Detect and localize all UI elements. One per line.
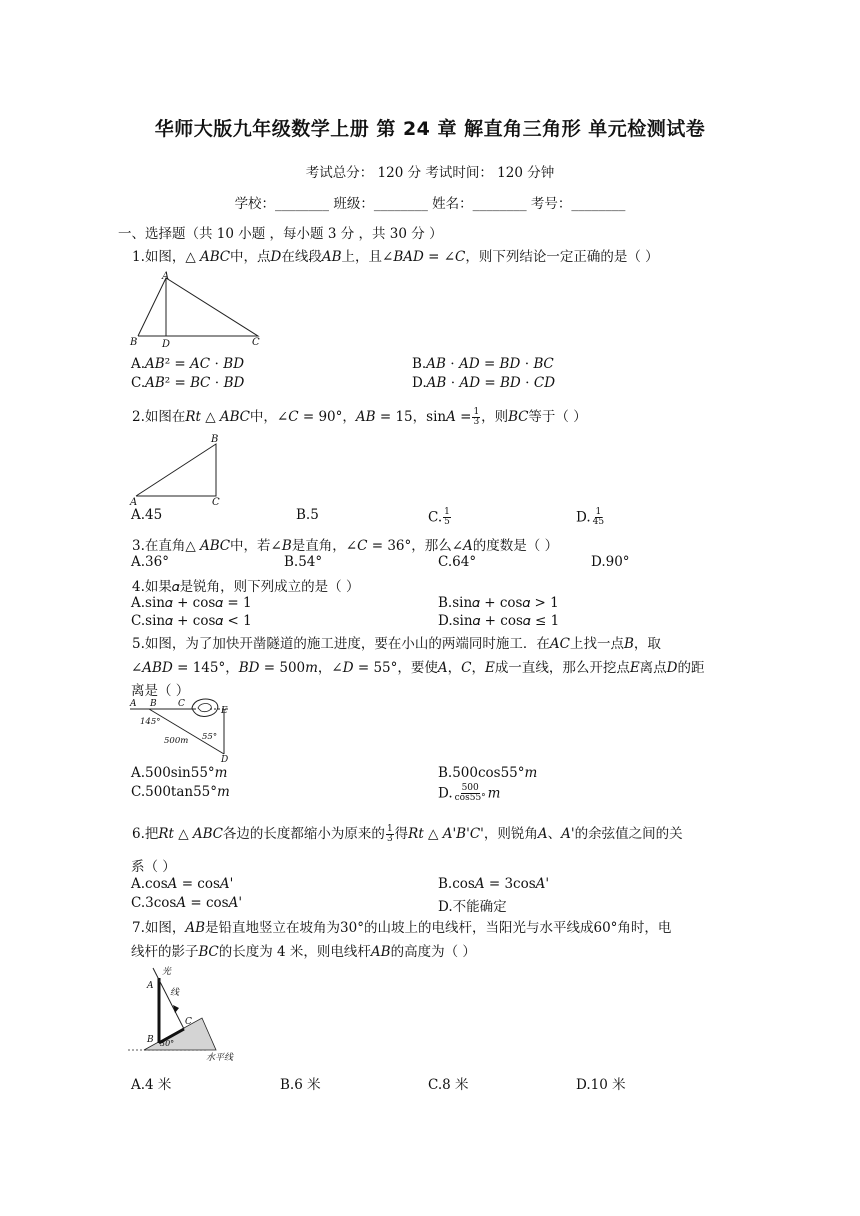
q3-option-a[interactable]: A.36° (131, 554, 169, 570)
q2-label-b: B (211, 434, 219, 445)
q7-option-d[interactable]: D.10 米 (576, 1077, 626, 1093)
q2-stem-fraction (472, 408, 480, 428)
q5-option-d[interactable] (438, 784, 500, 804)
q4-option-a[interactable]: A.sin𝛼 + cos𝛼 = 1 (131, 595, 252, 611)
q6-option-a[interactable]: A.cos𝐴 = cos𝐴' (131, 876, 234, 892)
q2-label-c: C (212, 497, 220, 508)
student-info: 学校：________ 班级：________ 姓名：________ 考号：________ (234, 196, 626, 212)
q2-frac-den: 3 (473, 417, 480, 427)
q5-opt-d-num: 500 (461, 783, 479, 793)
q7-option-c[interactable]: C.8 米 (428, 1077, 469, 1093)
q2-stem-part1: 2.如图在𝑅𝑡 △ 𝐴𝐵𝐶中，∠𝐶 = 90°，𝐴𝐵 = 15，sin𝐴 = (132, 409, 472, 425)
q5-option-b[interactable]: B.500cos55°𝑚 (438, 765, 538, 781)
q5-label-55deg: 55° (202, 732, 218, 742)
q7-option-a[interactable]: A.4 米 (131, 1077, 172, 1093)
q3-option-c[interactable]: C.64° (438, 554, 477, 570)
q1-triangle-figure (128, 270, 268, 350)
question-2-stem (132, 405, 587, 427)
q1-option-d[interactable]: D.𝐴𝐵 ⋅ 𝐴𝐷 = 𝐵𝐷 ⋅ 𝐶𝐷 (412, 375, 556, 391)
q2-option-d[interactable] (576, 508, 606, 528)
q2-frac-num: 1 (473, 406, 480, 417)
q2-option-d-fraction (592, 508, 605, 528)
q1-label-c: C (252, 337, 260, 348)
exam-info: 考试总分： 120 分 考试时间： 120 分钟 (305, 165, 555, 181)
q5-label-b: B (150, 699, 157, 709)
q7-pole-figure (126, 962, 244, 1064)
q3-option-d[interactable]: D.90° (591, 554, 630, 570)
q4-option-d[interactable]: D.sin𝛼 + cos𝛼 ≤ 1 (438, 613, 560, 629)
question-6-stem (132, 822, 683, 844)
q6-frac-num: 1 (386, 823, 393, 834)
q7-label-30deg: 30° (160, 1039, 175, 1048)
question-6-stem-line2: 系（ ） (131, 859, 176, 875)
q6-stem-part1: 6.把𝑅𝑡 △ 𝐴𝐵𝐶各边的长度都缩小为原来的 (132, 826, 385, 842)
q5-label-e: E (221, 706, 228, 716)
q4-option-b[interactable]: B.sin𝛼 + cos𝛼 > 1 (438, 595, 559, 611)
q6-option-d[interactable]: D.不能确定 (438, 899, 507, 915)
q5-option-d-fraction (454, 784, 487, 804)
q5-label-145deg: 145° (140, 717, 161, 727)
q1-label-b: B (130, 337, 138, 348)
q2-option-c-fraction (443, 508, 451, 528)
q2-opt-d-num: 1 (595, 507, 602, 517)
question-7-stem-line2: 线杆的影子𝐵𝐶的长度为 4 米，则电线杆𝐴𝐵的高度为（ ） (131, 944, 476, 960)
q2-option-c[interactable] (428, 508, 452, 528)
q1-option-a[interactable]: A.𝐴𝐵² = 𝐴𝐶 ⋅ 𝐵𝐷 (131, 356, 245, 372)
question-4-stem: 4.如果𝛼是锐角，则下列成立的是（ ） (132, 579, 360, 595)
q2-triangle-figure (128, 432, 238, 510)
q7-option-b[interactable]: B.6 米 (280, 1077, 321, 1093)
q5-tunnel-figure (128, 696, 240, 764)
question-7-stem-line1: 7.如图，𝐴𝐵是铅直地竖立在坡角为30°的山坡上的电线杆，当阳光与水平线成60°角时，电 (132, 920, 672, 936)
question-1-stem: 1.如图，△ 𝐴𝐵𝐶中，点𝐷在线段𝐴𝐵上，且∠𝐵𝐴𝐷 = ∠𝐶，则下列结论一定正确的是（ ） (132, 249, 659, 265)
q1-option-b[interactable]: B.𝐴𝐵 ⋅ 𝐴𝐷 = 𝐵𝐷 ⋅ 𝐵𝐶 (412, 356, 554, 372)
q6-frac-den: 3 (386, 834, 393, 844)
q3-option-b[interactable]: B.54° (284, 554, 323, 570)
q7-label-b: B (147, 1035, 154, 1045)
q1-label-a: A (162, 271, 170, 282)
q2-opt-c-num: 1 (444, 507, 450, 517)
q6-stem-fraction (386, 825, 394, 845)
q2-option-b[interactable]: B.5 (296, 507, 319, 523)
q5-label-a: A (130, 699, 137, 709)
q6-option-b[interactable]: B.cos𝐴 = 3cos𝐴' (438, 876, 550, 892)
q5-label-500m: 500m (164, 736, 189, 746)
question-5-stem-line1: 5.如图，为了加快开凿隧道的施工进度，要在小山的两端同时施工．在𝐴𝐶上找一点𝐵，取 (132, 636, 661, 652)
page-title: 华师大版九年级数学上册 第 24 章 解直角三角形 单元检测试卷 (154, 118, 706, 140)
q7-label-c: C (185, 1017, 192, 1027)
q4-option-c[interactable]: C.sin𝛼 + cos𝛼 < 1 (131, 613, 252, 629)
q7-label-a: A (147, 981, 154, 991)
question-5-stem-line2: ∠𝐴𝐵𝐷 = 145°，𝐵𝐷 = 500𝑚，∠𝐷 = 55°，要使𝐴，𝐶，𝐸成一直线，那么开挖点𝐸离点𝐷的距 (131, 660, 705, 676)
q1-label-d: D (162, 339, 171, 350)
q5-option-c[interactable]: C.500tan55°𝑚 (131, 784, 230, 800)
q1-option-c[interactable]: C.𝐴𝐵² = 𝐵𝐶 ⋅ 𝐵𝐷 (131, 375, 245, 391)
question-3-stem: 3.在直角△ 𝐴𝐵𝐶中，若∠𝐵是直角，∠𝐶 = 36°，那么∠𝐴的度数是（ ） (132, 538, 559, 554)
section-heading: 一、选择题（共 10 小题 ，每小题 3 分 ，共 30 分 ） (118, 226, 443, 242)
q5-label-c: C (178, 699, 185, 709)
q2-opt-d-den: 45 (592, 517, 605, 528)
q2-option-a[interactable]: A.45 (131, 507, 163, 523)
q2-stem-part2: ，则𝐵𝐶等于（ ） (481, 409, 587, 425)
q5-option-a[interactable]: A.500sin55°𝑚 (131, 765, 228, 781)
q7-label-horizontal: 水平线 (206, 1053, 234, 1063)
q5-option-d-unit: 𝑚 (487, 785, 501, 802)
q2-option-d-label: D. (576, 509, 591, 526)
q7-label-light: 光 (162, 967, 172, 977)
question-5-stem-line3: 离是（ ） (131, 683, 190, 699)
q2-opt-c-den: 5 (444, 517, 450, 528)
q5-option-d-label: D. (438, 785, 453, 802)
q2-option-c-label: C. (428, 509, 443, 526)
q6-option-c[interactable]: C.3cos𝐴 = cos𝐴' (131, 895, 243, 911)
q5-label-d: D (221, 755, 229, 765)
q7-label-ray: 线 (170, 988, 180, 998)
q6-stem-part2: 得𝑅𝑡 △ 𝐴'𝐵'𝐶'，则锐角𝐴、𝐴'的余弦值之间的关 (394, 826, 683, 842)
q5-opt-d-den: cos55° (454, 793, 486, 804)
q2-label-a: A (130, 497, 138, 508)
